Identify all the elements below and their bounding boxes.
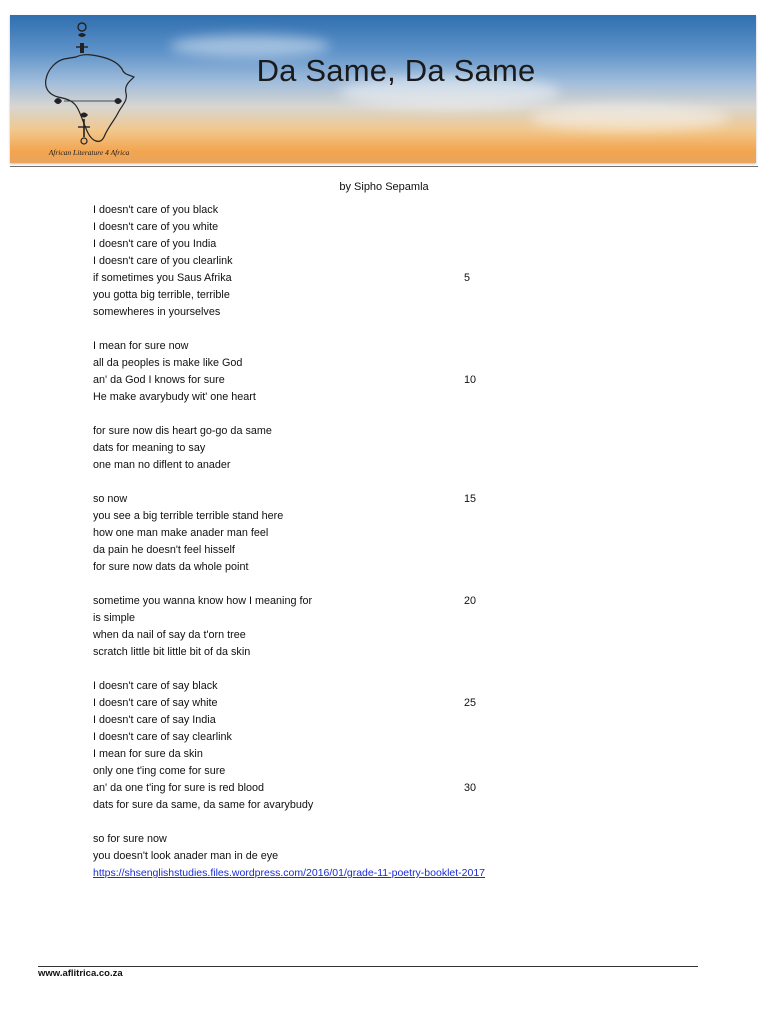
poem-line	[93, 270, 513, 287]
poem-line	[93, 474, 513, 491]
poem-line	[93, 355, 513, 372]
footer-divider	[38, 966, 698, 967]
poem-line-text: I doesn't care of you black	[93, 204, 219, 216]
poem-line	[93, 559, 513, 576]
poem-line-text: you see a big terrible terrible stand here	[93, 510, 284, 522]
poem-line	[93, 219, 513, 236]
poem-line-text: I doesn't care of say clearlink	[93, 731, 232, 743]
poem-line	[93, 831, 513, 848]
poem-body	[93, 202, 513, 865]
poem-line	[93, 814, 513, 831]
line-number: 10	[464, 374, 477, 386]
poem-line	[93, 440, 513, 457]
poem-line	[93, 712, 513, 729]
poem-line-text: one man no diflent to anader	[93, 459, 231, 471]
poem-line-text: I mean for sure da skin	[93, 748, 203, 760]
poem-line	[93, 848, 513, 865]
line-number: 30	[464, 782, 477, 794]
poem-line-text: so for sure now	[93, 833, 167, 845]
poem-line	[93, 661, 513, 678]
poem-line-text: is simple	[93, 612, 135, 624]
poem-line-text: sometime you wanna know how I meaning for	[93, 595, 313, 607]
page-title: Da Same, Da Same	[256, 53, 536, 88]
poem-line	[93, 338, 513, 355]
cloud-decoration	[530, 105, 730, 131]
poem-line	[93, 525, 513, 542]
poem-line	[93, 797, 513, 814]
poem-line	[93, 423, 513, 440]
poem-line-text: all da peoples is make like God	[93, 357, 243, 369]
poem-line	[93, 644, 513, 661]
poem-line-text: how one man make anader man feel	[93, 527, 269, 539]
poem-line-text: only one t'ing come for sure	[93, 765, 226, 777]
poem-line-text: so now	[93, 493, 128, 505]
poem-line	[93, 678, 513, 695]
poem-line	[93, 372, 513, 389]
poem-line-text: He make avarybudy wit' one heart	[93, 391, 256, 403]
poem-line-text: for sure now dats da whole point	[93, 561, 249, 573]
poem-line-text: if sometimes you Saus Afrika	[93, 272, 232, 284]
poem-line-text: somewheres in yourselves	[93, 306, 221, 318]
author-byline: by Sipho Sepamla	[339, 181, 429, 193]
poem-line	[93, 763, 513, 780]
poem-line	[93, 236, 513, 253]
poem-line	[93, 321, 513, 338]
poem-line	[93, 610, 513, 627]
poem-line	[93, 287, 513, 304]
poem-line	[93, 593, 513, 610]
poem-line-text: I doesn't care of you white	[93, 221, 219, 233]
poem-line	[93, 508, 513, 525]
poem-line	[93, 406, 513, 423]
poem-line-text: I doesn't care of you India	[93, 238, 217, 250]
header-banner	[10, 15, 756, 163]
poem-line-text: da pain he doesn't feel hisself	[93, 544, 235, 556]
poem-line	[93, 457, 513, 474]
poem-line-text: you gotta big terrible, terrible	[93, 289, 230, 301]
poem-line-text: for sure now dis heart go-go da same	[93, 425, 272, 437]
poem-line	[93, 542, 513, 559]
poem-line-text: dats for meaning to say	[93, 442, 206, 454]
line-number: 5	[464, 272, 471, 284]
poem-line	[93, 746, 513, 763]
poem-line	[93, 304, 513, 321]
poem-line	[93, 202, 513, 219]
poem-line-text: I mean for sure now	[93, 340, 189, 352]
poem-line	[93, 491, 513, 508]
poem-line	[93, 253, 513, 270]
poem-line-text: an' da God I knows for sure	[93, 374, 225, 386]
poem-line-text: dats for sure da same, da same for avarybudy	[93, 799, 314, 811]
poem-line	[93, 627, 513, 644]
logo-caption: African Literature 4 Africa	[48, 148, 130, 157]
poem-line-text: an' da one t'ing for sure is red blood	[93, 782, 264, 794]
poem-line-text: I doesn't care of say black	[93, 680, 218, 692]
poem-line	[93, 729, 513, 746]
poem-line	[93, 780, 513, 797]
poem-line-text: when da nail of say da t'orn tree	[93, 629, 246, 641]
poem-line-text: I doesn't care of you clearlink	[93, 255, 233, 267]
poem-line	[93, 389, 513, 406]
source-link[interactable]: https://shsenglishstudies.files.wordpress.com/2016/01/grade-11-poetry-booklet-2017	[93, 867, 486, 879]
header-divider	[10, 166, 758, 167]
line-number: 15	[464, 493, 477, 505]
poem-line	[93, 576, 513, 593]
poem-line-text: I doesn't care of say India	[93, 714, 216, 726]
poem-line	[93, 695, 513, 712]
poem-line-text: you doesn't look anader man in de eye	[93, 850, 279, 862]
poem-line-text: I doesn't care of say white	[93, 697, 218, 709]
line-number: 20	[464, 595, 477, 607]
footer-website: www.aflitrica.co.za	[38, 968, 123, 979]
poem-line-text: scratch little bit little bit of da skin	[93, 646, 251, 658]
line-number: 25	[464, 697, 477, 709]
